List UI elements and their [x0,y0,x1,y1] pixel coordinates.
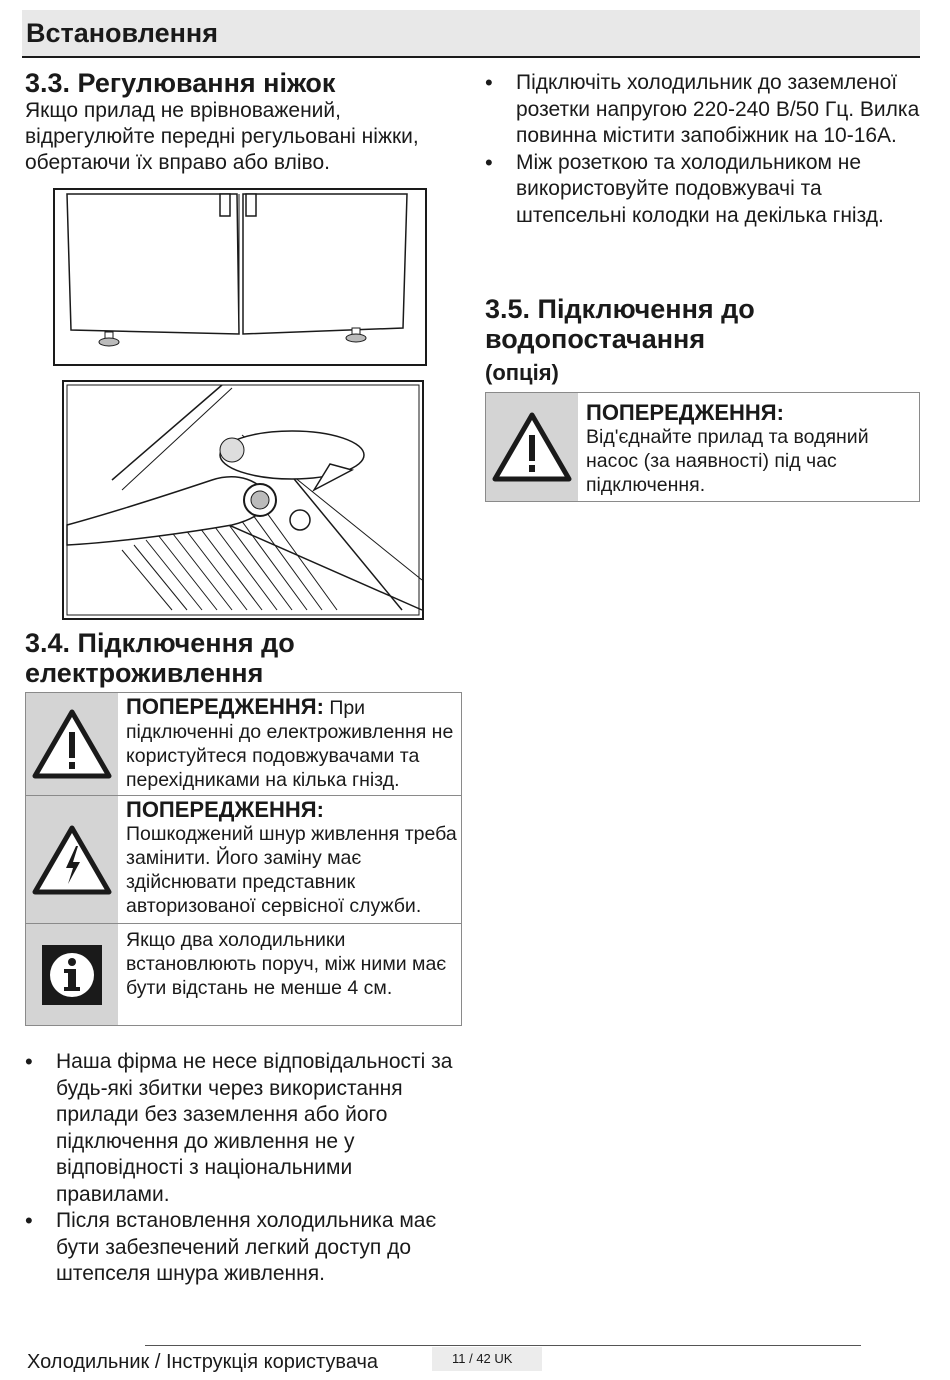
info-row-spacing [26,924,461,1025]
footer-title: Холодильник / Інструкція користувача [27,1351,379,1373]
left-column [25,68,465,176]
page-number: 11 / 42 UK [432,1347,542,1371]
bullet-item: • Підключіть холодильник до заземленої розетки напругою 220-240 В/50 Гц. Вилка повинна містити запобіжник на 10-16А. [485,70,920,150]
section-3-5 [485,294,925,386]
info-icon [42,945,102,1005]
section-3-5-subtitle: (опція) [485,360,559,385]
page-title: Встановлення [26,18,218,48]
warning-row-cord [26,796,461,924]
warning-title: ПОПЕРЕДЖЕННЯ: [126,797,324,822]
section-3-4-warnings [25,692,462,1026]
section-3-4-bullets [25,1049,455,1288]
section-3-4-title-line2: електроживлення [25,658,264,688]
bullet-item: • Між розеткою та холодильником не використовуйте подовжувачі та штепсельні колодки на декілька гнізд. [485,150,920,230]
foot-adjust-illustration [62,380,424,620]
section-3-4-title-line1: 3.4. Підключення до [25,628,295,658]
fridge-front-illustration [53,188,427,366]
power-bullets [485,70,920,229]
bullet-item: • Наша фірма не несе відповідальності за будь-які збитки через використання прилади без заземлення або його підключення до живлення не у відповідності з національними правилами. [25,1049,455,1208]
info-text: Якщо два холодильники встановлюють поруч, між ними має бути відстань не менше 4 см. [126,929,447,999]
warning-text: При підключенні до електроживлення не користуйтеся подовжувачами та перехідниками на кілька гнізд. [126,697,454,791]
section-3-5-warning [485,392,920,502]
footer-divider [145,1345,861,1346]
warning-triangle-icon [32,708,112,780]
section-3-5-title-line1: 3.5. Підключення до [485,294,755,324]
warning-text: Від'єднайте прилад та водяний насос (за наявності) під час підключення. [586,426,869,496]
section-3-3-body: Якщо прилад не врівноважений, відрегулюйте передні регульовані ніжки, обертаючи їх вправо або вліво. [25,99,419,174]
bullet-item: • Після встановлення холодильника має бути забезпечений легкий доступ до штепселя шнура живлення. [25,1208,455,1288]
warning-title: ПОПЕРЕДЖЕННЯ: [126,694,324,719]
warning-row-power [26,693,461,796]
warning-triangle-icon [492,411,572,483]
electric-shock-icon [32,824,112,896]
warning-title: ПОПЕРЕДЖЕННЯ: [586,400,784,425]
warning-text: Пошкоджений шнур живлення треба замінити. Його заміну має здійснювати представник авторизованої сервісної служби. [126,823,457,917]
section-3-5-title-line2: водопостачання [485,324,706,354]
section-3-4 [25,628,465,688]
warning-row-water [486,393,919,501]
page-header [22,10,920,58]
section-3-3-title: 3.3. Регулювання ніжок [25,68,336,98]
